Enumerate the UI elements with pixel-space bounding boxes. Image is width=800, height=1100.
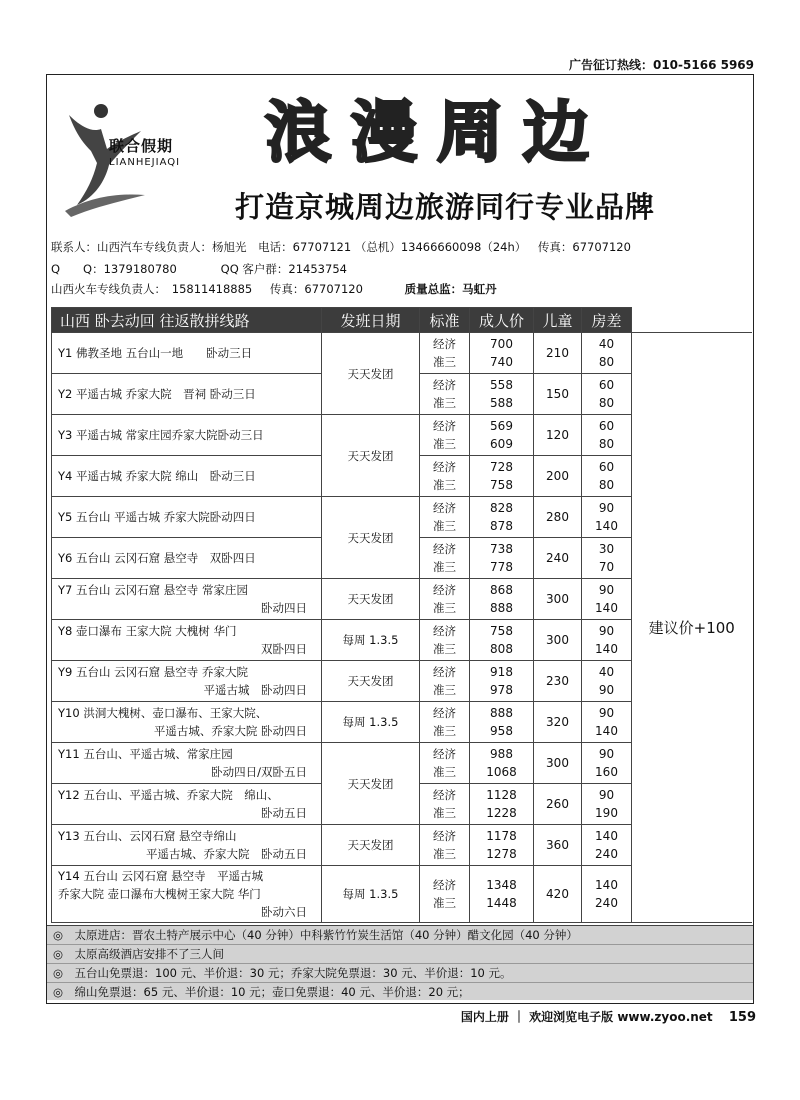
- adult-price-cell-value: 1348: [486, 878, 517, 892]
- page-frame: [46, 74, 754, 1004]
- room-diff-cell-value: 80: [598, 437, 615, 451]
- header-blank: [632, 308, 752, 333]
- route-cell: [52, 333, 322, 374]
- adult-price-cell: [470, 497, 534, 538]
- room-diff-cell: [582, 825, 632, 866]
- room-diff-cell-value: 80: [598, 478, 615, 492]
- adult-price-cell: [470, 702, 534, 743]
- adult-price-cell-value: 978: [490, 683, 513, 697]
- room-diff-cell-value: 90: [598, 683, 615, 697]
- room-diff-cell-value: 160: [595, 765, 618, 779]
- room-diff-cell-value: 30: [598, 542, 615, 556]
- child-price-cell: 300: [534, 743, 582, 784]
- room-diff-cell-value: 140: [595, 601, 618, 615]
- table-header: [52, 308, 752, 333]
- room-diff-cell: [582, 866, 632, 923]
- route-line: 卧动四日: [261, 601, 307, 615]
- adult-price-cell-value: 728: [490, 460, 513, 474]
- standard-cell-value: 准三: [433, 601, 456, 615]
- route-cell: [52, 661, 322, 702]
- departure-date-cell: 每周 1.3.5: [322, 866, 420, 923]
- route-line: 乔家大院 壶口瀑布大槐树王家大院 华门: [58, 887, 261, 901]
- standard-cell-value: 经济: [433, 419, 456, 433]
- standard-cell-value: 经济: [433, 878, 456, 892]
- adult-price-cell-value: 888: [490, 706, 513, 720]
- standard-cell: [420, 374, 470, 415]
- room-diff-cell-value: 240: [595, 847, 618, 861]
- route-line: 平遥古城 卧动四日: [203, 683, 307, 697]
- standard-cell: [420, 579, 470, 620]
- logo-text-cn: 联合假期: [109, 137, 174, 155]
- route-line: 双卧四日: [261, 642, 307, 656]
- standard-cell-value: 经济: [433, 829, 456, 843]
- standard-cell: [420, 784, 470, 825]
- adult-price-cell-value: 758: [490, 478, 513, 492]
- standard-cell-value: 经济: [433, 583, 456, 597]
- standard-cell-value: 经济: [433, 337, 456, 351]
- room-diff-cell: [582, 661, 632, 702]
- child-price-cell: 260: [534, 784, 582, 825]
- contact-line-3: [51, 281, 497, 297]
- header-route: 山西 卧去动回 往返散拼线路: [52, 308, 322, 333]
- contact-fax: 传真：67707120: [537, 240, 631, 254]
- route-line: 卧动五日: [261, 806, 307, 820]
- adult-price-cell-value: 740: [490, 355, 513, 369]
- child-price-cell: 280: [534, 497, 582, 538]
- contact-line-1: [51, 239, 631, 255]
- departure-date-cell: 天天发团: [322, 579, 420, 620]
- room-diff-cell-value: 90: [598, 706, 615, 720]
- route-line: 卧动六日: [261, 905, 307, 919]
- contact-line-2: [51, 261, 347, 277]
- room-diff-cell-value: 60: [598, 378, 615, 392]
- adult-price-cell: [470, 374, 534, 415]
- standard-cell-value: 准三: [433, 396, 456, 410]
- standard-cell-value: 准三: [433, 519, 456, 533]
- ad-hotline: 广告征订热线：010-5166 5969: [568, 58, 754, 72]
- room-diff-cell-value: 40: [598, 337, 615, 351]
- contact-phone: 电话：67707121 （总机）13466660098（24h）: [258, 240, 527, 254]
- room-diff-cell-value: 40: [598, 665, 615, 679]
- route-cell: [52, 825, 322, 866]
- adult-price-cell: [470, 579, 534, 620]
- quality-director: 质量总监：马虹丹: [404, 282, 497, 296]
- note-3: ◎ 五台山免票退：100 元、半价退：30 元；乔家大院免票退：30 元、半价退：10 元。: [47, 964, 753, 983]
- adult-price-cell: [470, 620, 534, 661]
- table-row: [52, 333, 752, 374]
- room-diff-cell-value: 140: [595, 724, 618, 738]
- route-line: Y13 五台山、云冈石窟 悬空寺绵山: [58, 829, 237, 843]
- route-cell: [52, 866, 322, 923]
- contact-bus-manager: 联系人：山西汽车专线负责人：杨旭光: [51, 240, 247, 254]
- room-diff-cell-value: 60: [598, 460, 615, 474]
- route-line: Y2 平遥古城 乔家大院 晋祠 卧动三日: [58, 387, 256, 401]
- route-line: Y14 五台山 云冈石窟 悬空寺 平遥古城: [58, 869, 264, 883]
- adult-price-cell-value: 778: [490, 560, 513, 574]
- standard-cell: [420, 866, 470, 923]
- route-cell: [52, 702, 322, 743]
- slogan: 打造京城周边旅游同行专业品牌: [235, 190, 656, 224]
- room-diff-cell-value: 140: [595, 829, 618, 843]
- standard-cell-value: 经济: [433, 378, 456, 392]
- room-diff-cell: [582, 415, 632, 456]
- departure-date-cell: 每周 1.3.5: [322, 702, 420, 743]
- standard-cell-value: 准三: [433, 683, 456, 697]
- adult-price-cell-value: 888: [490, 601, 513, 615]
- route-line: Y6 五台山 云冈石窟 悬空寺 双卧四日: [58, 551, 256, 565]
- adult-price-cell-value: 918: [490, 665, 513, 679]
- standard-cell-value: 准三: [433, 478, 456, 492]
- room-diff-cell: [582, 702, 632, 743]
- adult-price-cell-value: 558: [490, 378, 513, 392]
- header-child: 儿童: [534, 308, 582, 333]
- adult-price-cell-value: 1448: [486, 896, 517, 910]
- standard-cell-value: 准三: [433, 355, 456, 369]
- child-price-cell: 300: [534, 579, 582, 620]
- route-cell: [52, 538, 322, 579]
- standard-cell-value: 经济: [433, 624, 456, 638]
- room-diff-cell-value: 90: [598, 747, 615, 761]
- footer-text: 国内上册 ｜ 欢迎浏览电子版 www.zyoo.net: [460, 1010, 713, 1024]
- adult-price-cell: [470, 333, 534, 374]
- standard-cell: [420, 456, 470, 497]
- route-line: Y10 洪洞大槐树、壶口瀑布、王家大院、: [58, 706, 268, 720]
- adult-price-cell-value: 1178: [486, 829, 517, 843]
- standard-cell-value: 经济: [433, 542, 456, 556]
- adult-price-cell-value: 700: [490, 337, 513, 351]
- route-cell: [52, 415, 322, 456]
- departure-date-cell: 天天发团: [322, 333, 420, 415]
- contact-qq: Q Q：1379180780: [51, 262, 177, 276]
- banner: [47, 75, 753, 235]
- adult-price-cell-value: 758: [490, 624, 513, 638]
- room-diff-cell: [582, 456, 632, 497]
- route-line: Y1 佛教圣地 五台山一地 卧动三日: [58, 346, 253, 360]
- adult-price-cell-value: 609: [490, 437, 513, 451]
- room-diff-cell: [582, 374, 632, 415]
- standard-cell: [420, 333, 470, 374]
- room-diff-cell-value: 140: [595, 642, 618, 656]
- room-diff-cell-value: 80: [598, 396, 615, 410]
- room-diff-cell-value: 60: [598, 419, 615, 433]
- standard-cell-value: 经济: [433, 788, 456, 802]
- header-date: 发班日期: [322, 308, 420, 333]
- child-price-cell: 120: [534, 415, 582, 456]
- header-adult: 成人价: [470, 308, 534, 333]
- standard-cell-value: 准三: [433, 806, 456, 820]
- route-line: Y11 五台山、平遥古城、常家庄园: [58, 747, 233, 761]
- room-diff-cell: [582, 579, 632, 620]
- adult-price-cell-value: 878: [490, 519, 513, 533]
- route-cell: [52, 374, 322, 415]
- room-diff-cell-value: 90: [598, 583, 615, 597]
- standard-cell: [420, 620, 470, 661]
- route-line: Y12 五台山、平遥古城、乔家大院 绵山、: [58, 788, 279, 802]
- standard-cell: [420, 661, 470, 702]
- standard-cell: [420, 825, 470, 866]
- standard-cell: [420, 702, 470, 743]
- header-standard: 标准: [420, 308, 470, 333]
- room-diff-cell-value: 80: [598, 355, 615, 369]
- standard-cell-value: 经济: [433, 747, 456, 761]
- adult-price-cell-value: 738: [490, 542, 513, 556]
- standard-cell-value: 准三: [433, 642, 456, 656]
- adult-price-cell-value: 988: [490, 747, 513, 761]
- child-price-cell: 200: [534, 456, 582, 497]
- departure-date-cell: 天天发团: [322, 415, 420, 497]
- standard-cell-value: 经济: [433, 665, 456, 679]
- adult-price-cell: [470, 784, 534, 825]
- route-line: Y5 五台山 平遥古城 乔家大院卧动四日: [58, 510, 256, 524]
- standard-cell-value: 准三: [433, 896, 456, 910]
- route-line: 平遥古城、乔家大院 卧动四日: [153, 724, 307, 738]
- note-4: ◎ 绵山免票退：65 元、半价退：10 元；壶口免票退：40 元、半价退：20 元；: [53, 985, 470, 999]
- route-cell: [52, 456, 322, 497]
- room-diff-cell-value: 190: [595, 806, 618, 820]
- child-price-cell: 360: [534, 825, 582, 866]
- room-diff-cell: [582, 333, 632, 374]
- room-diff-cell-value: 90: [598, 501, 615, 515]
- adult-price-cell: [470, 415, 534, 456]
- child-price-cell: 320: [534, 702, 582, 743]
- departure-date-cell: 天天发团: [322, 661, 420, 702]
- child-price-cell: 150: [534, 374, 582, 415]
- departure-date-cell: 每周 1.3.5: [322, 620, 420, 661]
- departure-date-cell: 天天发团: [322, 825, 420, 866]
- child-price-cell: 210: [534, 333, 582, 374]
- standard-cell: [420, 415, 470, 456]
- child-price-cell: 230: [534, 661, 582, 702]
- routes-table: [51, 307, 752, 923]
- standard-cell: [420, 497, 470, 538]
- route-line: 卧动四日/双卧五日: [211, 765, 307, 779]
- standard-cell-value: 经济: [433, 706, 456, 720]
- adult-price-cell-value: 588: [490, 396, 513, 410]
- adult-price-cell-value: 828: [490, 501, 513, 515]
- adult-price-cell-value: 958: [490, 724, 513, 738]
- footer: [461, 1008, 756, 1025]
- page-title: 浪漫周边: [265, 94, 609, 171]
- room-diff-cell-value: 90: [598, 624, 615, 638]
- note-2: ◎ 太原高级酒店安排不了三人间: [47, 945, 753, 964]
- child-price-cell: 240: [534, 538, 582, 579]
- adult-price-cell-value: 1278: [486, 847, 517, 861]
- standard-cell-value: 准三: [433, 437, 456, 451]
- room-diff-cell: [582, 743, 632, 784]
- adult-price-cell: [470, 661, 534, 702]
- standard-cell: [420, 538, 470, 579]
- adult-price-cell-value: 1128: [486, 788, 517, 802]
- route-line: Y4 平遥古城 乔家大院 绵山 卧动三日: [58, 469, 256, 483]
- route-line: Y8 壶口瀑布 王家大院 大槐树 华门: [58, 624, 237, 638]
- route-cell: [52, 784, 322, 825]
- logo-text-en: LIANHEJIAQI: [109, 157, 181, 168]
- route-cell: [52, 497, 322, 538]
- route-line: Y7 五台山 云冈石窟 悬空寺 常家庄园: [58, 583, 248, 597]
- child-price-cell: 420: [534, 866, 582, 923]
- departure-date-cell: 天天发团: [322, 497, 420, 579]
- room-diff-cell: [582, 497, 632, 538]
- standard-cell-value: 准三: [433, 560, 456, 574]
- contact-train-manager: 山西火车专线负责人： 15811418885: [51, 282, 253, 296]
- suggested-price: 建议价+100: [632, 333, 752, 923]
- room-diff-cell-value: 140: [595, 878, 618, 892]
- page-number: 159: [728, 1010, 756, 1025]
- adult-price-cell: [470, 743, 534, 784]
- room-diff-cell-value: 90: [598, 788, 615, 802]
- adult-price-cell: [470, 456, 534, 497]
- room-diff-cell-value: 240: [595, 896, 618, 910]
- adult-price-cell-value: 1228: [486, 806, 517, 820]
- standard-cell-value: 经济: [433, 460, 456, 474]
- adult-price-cell: [470, 825, 534, 866]
- room-diff-cell-value: 70: [598, 560, 615, 574]
- room-diff-cell: [582, 620, 632, 661]
- contact-qq-group: QQ 客户群：21453754: [220, 262, 347, 276]
- child-price-cell: 300: [534, 620, 582, 661]
- adult-price-cell-value: 569: [490, 419, 513, 433]
- room-diff-cell-value: 140: [595, 519, 618, 533]
- departure-date-cell: 天天发团: [322, 743, 420, 825]
- notes-box: [47, 925, 753, 1000]
- note-1: ◎ 太原进店：晋农土特产展示中心（40 分钟）中科紫竹竹炭生活馆（40 分钟）醋文化园（40 分钟）: [47, 926, 753, 945]
- route-cell: [52, 620, 322, 661]
- adult-price-cell-value: 1068: [486, 765, 517, 779]
- standard-cell-value: 准三: [433, 847, 456, 861]
- room-diff-cell: [582, 784, 632, 825]
- standard-cell-value: 准三: [433, 724, 456, 738]
- standard-cell: [420, 743, 470, 784]
- contact-train-fax: 传真：67707120: [269, 282, 363, 296]
- route-line: Y3 平遥古城 常家庄园乔家大院卧动三日: [58, 428, 264, 442]
- route-cell: [52, 579, 322, 620]
- adult-price-cell-value: 868: [490, 583, 513, 597]
- standard-cell-value: 经济: [433, 501, 456, 515]
- route-line: Y9 五台山 云冈石窟 悬空寺 乔家大院: [58, 665, 248, 679]
- adult-price-cell: [470, 538, 534, 579]
- header-room-diff: 房差: [582, 308, 632, 333]
- route-cell: [52, 743, 322, 784]
- room-diff-cell: [582, 538, 632, 579]
- adult-price-cell-value: 808: [490, 642, 513, 656]
- route-line: 平遥古城、乔家大院 卧动五日: [146, 847, 307, 861]
- adult-price-cell: [470, 866, 534, 923]
- routes-table-wrap: [51, 307, 751, 923]
- standard-cell-value: 准三: [433, 765, 456, 779]
